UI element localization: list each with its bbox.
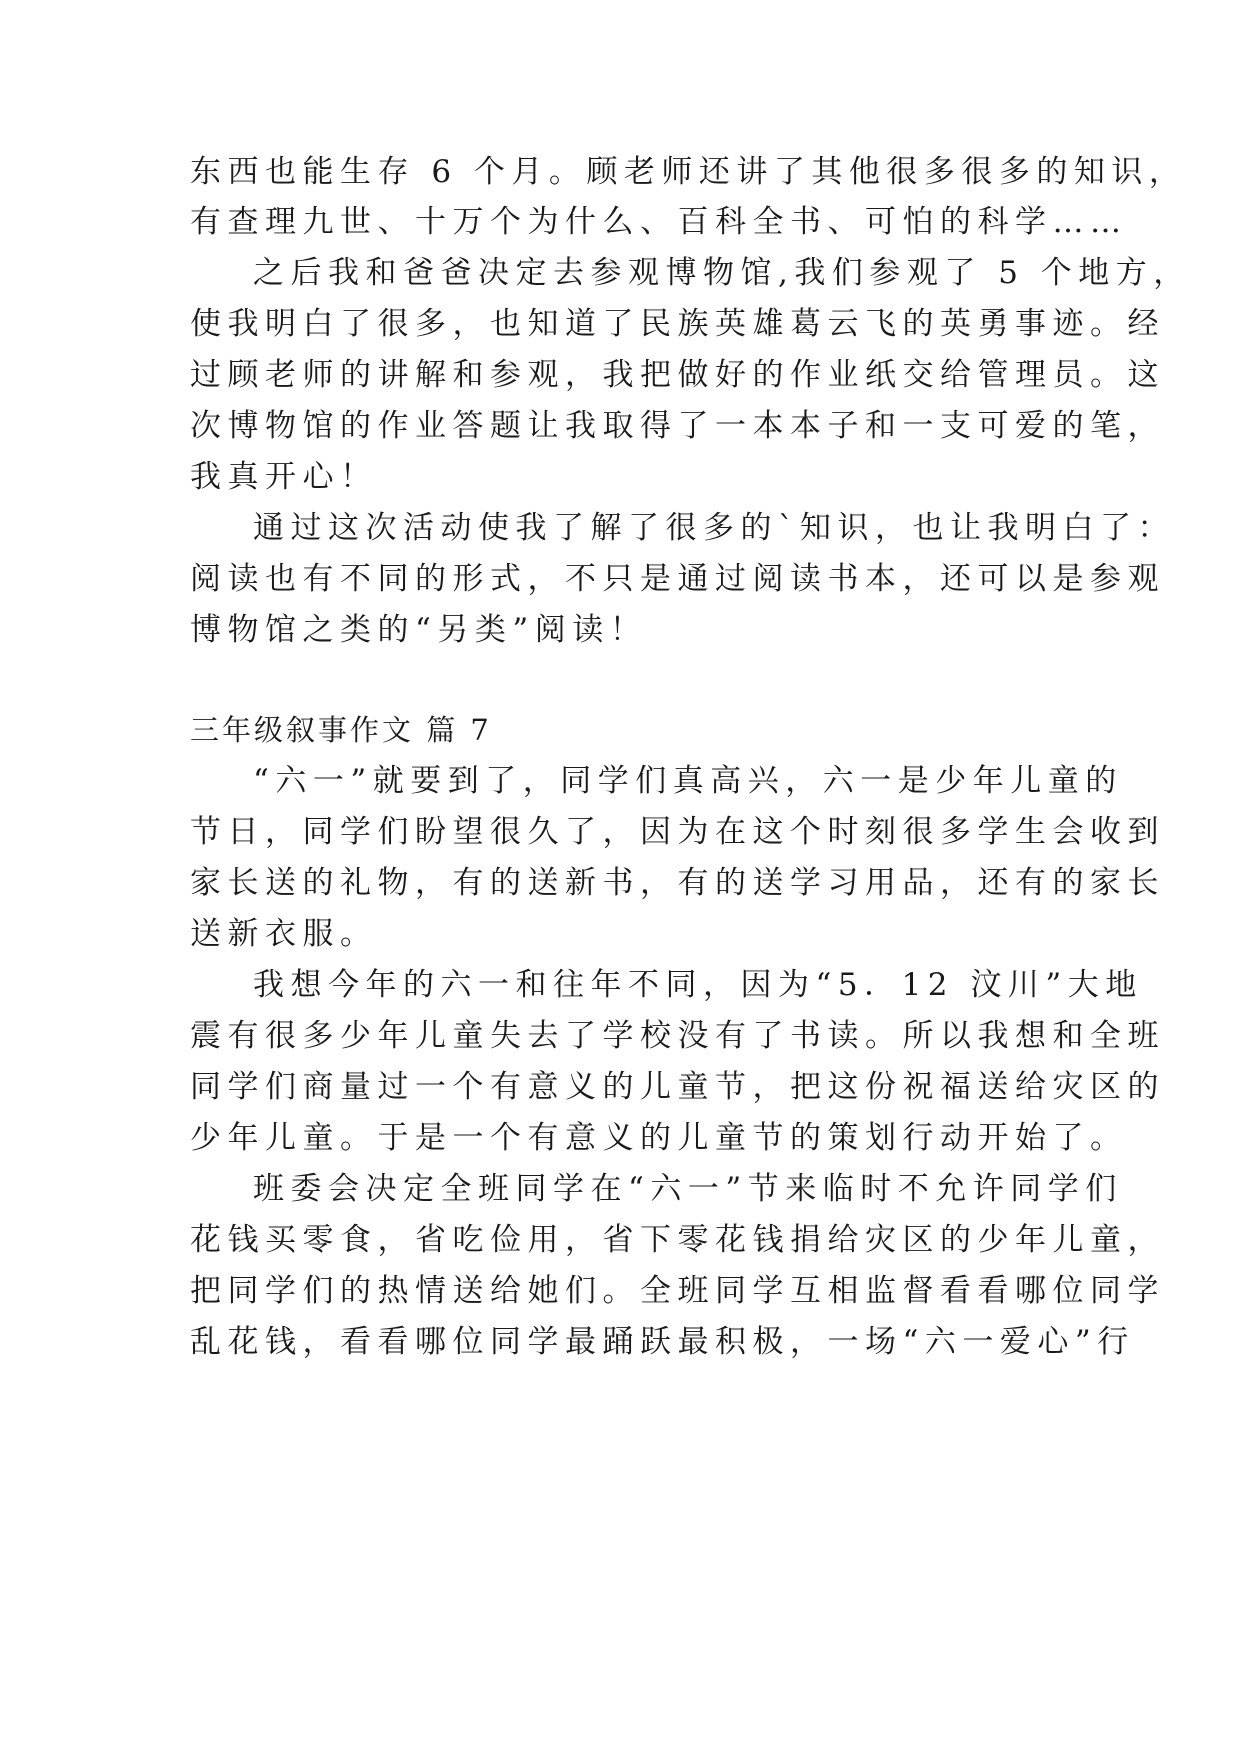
text-line: 同学们商量过一个有意义的儿童节，把这份祝福送给灾区的 [190,1069,1165,1105]
text-line: 使我明白了很多，也知道了民族英雄葛云飞的英勇事迹。经 [190,306,1165,342]
section-heading: 三年级叙事作文 篇 7 [190,713,492,747]
text-line: 送新衣服。 [190,916,378,952]
text-line: 过顾老师的讲解和参观，我把做好的作业纸交给管理员。这 [190,357,1165,393]
text-line: 家长送的礼物，有的送新书，有的送学习用品，还有的家长 [190,865,1165,901]
text-line: 震有很多少年儿童失去了学校没有了书读。所以我想和全班 [190,1018,1165,1054]
text-line: 阅读也有不同的形式，不只是通过阅读书本，还可以是参观 [190,561,1165,597]
text-line: 有查理九世、十万个为什么、百科全书、可怕的科学…… [190,204,1128,240]
text-line: 我想今年的六一和往年不同，因为“5．12 汶川”大地 [253,967,1143,1003]
text-line: 花钱买零食，省吃俭用，省下零花钱捐给灾区的少年儿童， [190,1222,1165,1258]
text-line: 我真开心！ [190,459,378,495]
text-line: 乱花钱，看看哪位同学最踊跃最积极，一场“六一爱心”行 [190,1324,1135,1360]
text-line: 东西也能生存 6 个月。顾老师还讲了其他很多很多的知识， [190,154,1187,190]
text-line: 之后我和爸爸决定去参观博物馆,我们参观了 5 个地方， [253,255,1191,291]
text-line: 次博物馆的作业答题让我取得了一本本子和一支可爱的笔， [190,408,1165,444]
text-line: 班委会决定全班同学在“六一”节来临时不允许同学们 [253,1171,1123,1207]
text-line: 节日，同学们盼望很久了，因为在这个时刻很多学生会收到 [190,814,1165,850]
text-line: 把同学们的热情送给她们。全班同学互相监督看看哪位同学 [190,1273,1165,1309]
text-line: 通过这次活动使我了解了很多的`知识，也让我明白了： [253,510,1175,546]
text-line: 博物馆之类的“另类”阅读！ [190,612,648,648]
text-line: “六一”就要到了，同学们真高兴，六一是少年儿童的 [253,763,1123,799]
text-line: 少年儿童。于是一个有意义的儿童节的策划行动开始了。 [190,1120,1128,1156]
